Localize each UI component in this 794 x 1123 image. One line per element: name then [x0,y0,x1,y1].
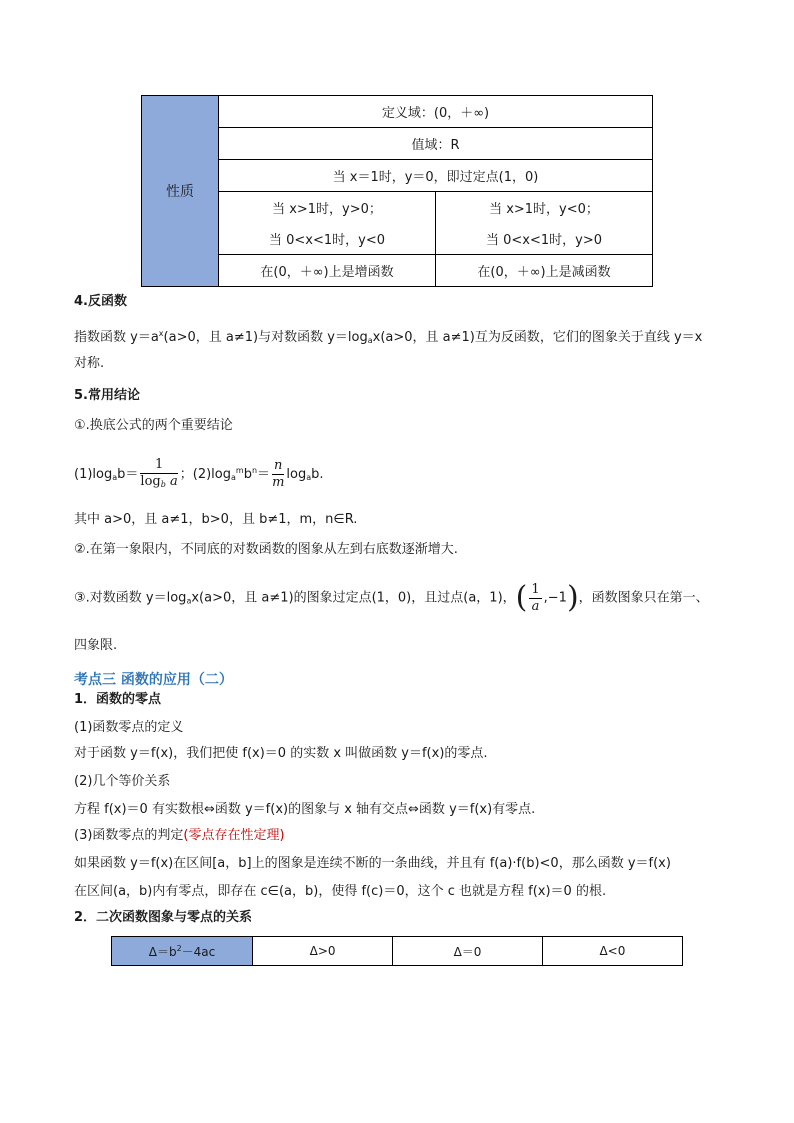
formula-2-fraction: $\frac{n}{m}$ [272,458,285,490]
zero-point-def-text: 对于函数 y＝f(x)，我们把使 f(x)＝0 的实数 x 叫做函数 y＝f(x)的零点. [74,746,488,761]
equivalence-text: 方程 f(x)＝0 有实数根⇔函数 y＝f(x)的图象与 x 轴有交点⇔函数 y＝f(x)有零点. [74,802,536,817]
conditions-text: 其中 a>0，且 a≠1，b>0，且 b≠1，m，n∈R. [74,512,358,527]
left-monotonic-cell: 在(0，＋∞)上是增函数 [219,255,436,287]
change-of-base-formulas: (1)logab＝ $\frac{1}{\text{logb a}}$ ；$(2)\log a^mb^n=$ $\frac{n}{m}$ logab. [74,454,734,495]
section-4-title: 4.反函数 [74,294,127,309]
section-4-line1: 指数函数 $y=a^x(a>0$，且 a≠1)与对数函数 y＝logax(a>0，且 a≠1)互为反函数，它们的图象关于直线 y＝x [74,329,703,345]
existence-theorem-label: (零点存在性定理) [183,828,285,843]
delta-zero-header: Δ＝0 [393,937,543,966]
zero-criterion-text2: 在区间(a，b)内有零点，即存在 c∈(a，b)，使得 f(c)＝0，这个 c 也就是方程 f(x)＝0 的根. [74,884,607,899]
section-4-line2: 对称. [74,356,105,371]
quadratic-zero-title: 2．二次函数图象与零点的关系 [74,910,253,925]
delta-positive-header: Δ>0 [253,937,393,966]
point-fraction: $\frac{1}{a}$ [531,581,540,614]
equivalence-title: (2)几个等价关系 [74,774,171,789]
left-sign-line1: 当 x>1时，y>0； [219,192,436,224]
formula-1-fraction: $\frac{1}{\text{logb a}}$ [140,456,178,489]
kaodian-3-title: 考点三 函数的应用（二） [74,672,233,688]
section-5-title: 5.常用结论 [74,388,140,403]
range-cell: 值域：R [219,128,653,160]
domain-cell: 定义域：(0，＋∞) [219,96,653,128]
discriminant-header: $\Delta=b^2-4ac$ [112,937,253,966]
zero-point-def-title: (1)函数零点的定义 [74,720,184,735]
right-sign-line1: 当 x>1时，y<0； [436,192,653,224]
zero-criterion-title: (3)函数零点的判定(零点存在性定理) [74,828,285,843]
fixed-point-cell: 当 x＝1时，y＝0，即过定点(1，0) [219,160,653,192]
conclusion-2: ②.在第一象限内，不同底的对数函数的图象从左到右底数逐渐增大. [74,542,458,557]
right-sign-line2: 当 0<x<1时，y>0 [436,223,653,255]
conclusion-1: ①.换底公式的两个重要结论 [74,418,233,433]
left-sign-line2: 当 0<x<1时，y<0 [219,223,436,255]
discriminant-table [111,936,683,966]
conclusion-3-cont: 四象限. [74,638,118,653]
log-properties-table [141,95,653,287]
delta-negative-header: Δ<0 [542,937,682,966]
zero-point-title: 1．函数的零点 [74,692,162,707]
conclusion-3: ③.对数函数 y＝logax(a>0，且 a≠1)的图象过定点(1，0)，且过点(a，1)，( $\frac{1}{a}$ ,−1)，函数图象只在第一、 [74,580,709,615]
right-monotonic-cell: 在(0，＋∞)上是减函数 [436,255,653,287]
properties-label: 性质 [142,96,219,287]
zero-criterion-text1: 如果函数 y＝f(x)在区间[a，b]上的图象是连续不断的一条曲线，并且有 f(a)·f(b)<0，那么函数 y＝f(x) [74,856,671,871]
